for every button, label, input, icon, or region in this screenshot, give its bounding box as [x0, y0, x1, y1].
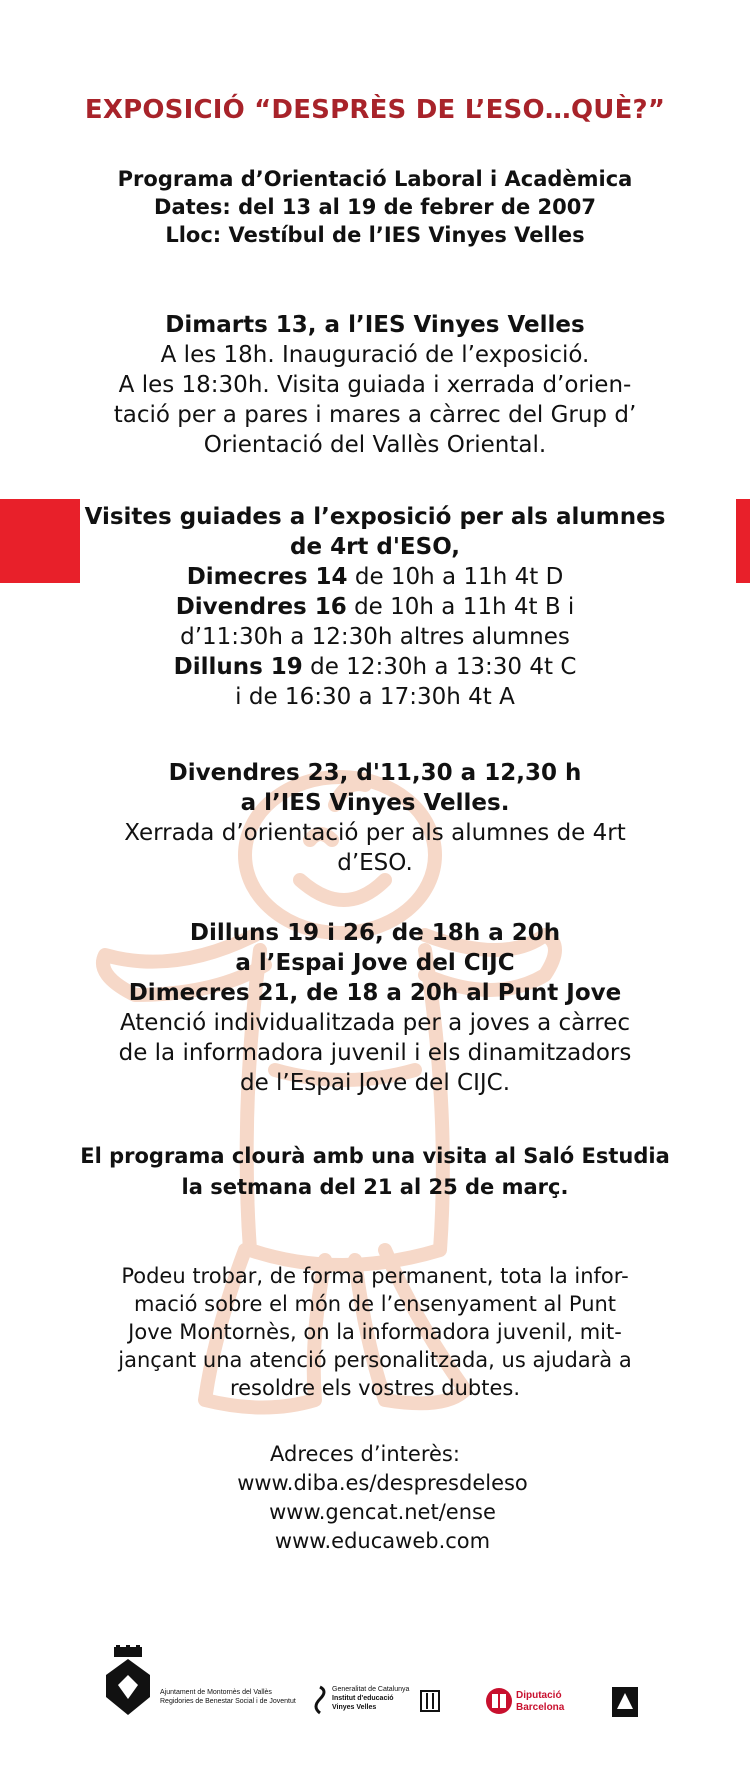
link-educaweb[interactable]: www.educaweb.com — [274, 1529, 491, 1553]
schedule-line — [40, 592, 710, 622]
logo-line: Generalitat de Catalunya — [332, 1686, 410, 1693]
program-dates: Dates: del 13 al 19 de febrer de 2007 — [154, 195, 596, 219]
logo-line: Diputació — [516, 1690, 562, 1701]
paragraph-line: Jove Montornès, on la informadora juvenil, mit- — [128, 1320, 622, 1344]
paragraph-line: resoldre els vostres dubtes. — [229, 1376, 521, 1400]
logo-line: Barcelona — [516, 1702, 565, 1713]
section-line: A les 18h. Inauguració de l’exposició. — [160, 342, 590, 368]
logo-line: Institut d'educació — [332, 1695, 394, 1702]
closing-note: la setmana del 21 al 25 de març. — [181, 1175, 569, 1199]
section-heading: Divendres 23, d'11,30 a 12,30 h — [168, 760, 582, 786]
school-mark-icon — [420, 1690, 440, 1712]
schedule-line: i de 16:30 a 17:30h 4t A — [235, 684, 515, 710]
paragraph-line: jançant una atenció personalitzada, us ajudarà a — [118, 1348, 632, 1372]
section-line: Orientació del Vallès Oriental. — [203, 432, 547, 458]
section-line: de la informadora juvenil i els dinamitzadors — [118, 1040, 632, 1066]
consell-logo-icon — [612, 1687, 638, 1717]
time-text: de 10h a 11h 4t D — [347, 564, 564, 590]
paragraph-line: Podeu trobar, de forma permanent, tota la infor- — [121, 1264, 629, 1288]
program-name: Programa d’Orientació Laboral i Acadèmica — [117, 167, 633, 191]
section-heading: Dimarts 13, a l’IES Vinyes Velles — [165, 312, 585, 338]
ajuntament-logo-text — [160, 1688, 296, 1706]
section-line: Atenció individualitzada per a joves a càrrec — [119, 1010, 631, 1036]
day-label: Dimecres 14 — [186, 564, 348, 590]
day-label: Divendres 16 — [175, 594, 347, 620]
section-heading: Dimecres 21, de 18 a 20h al Punt Jove — [128, 980, 622, 1006]
logo-line: Ajuntament de Montornès del Vallès — [160, 1689, 272, 1696]
section-espai-jove — [40, 918, 710, 1098]
link-diba[interactable]: www.diba.es/despresdeleso — [237, 1471, 528, 1495]
schedule-line — [40, 652, 710, 682]
section-line: d’ESO. — [337, 850, 413, 876]
section-line: A les 18:30h. Visita guiada i xerrada d’orien- — [118, 372, 632, 398]
section-heading: Dilluns 19 i 26, de 18h a 20h — [189, 920, 561, 946]
info-paragraph — [40, 1262, 710, 1402]
time-text: de 12:30h a 13:30 4t C — [302, 654, 577, 680]
time-text: de 10h a 11h 4t B i — [346, 594, 575, 620]
section-heading: Visites guiades a l’exposició per als alumnes — [84, 504, 666, 530]
day-label: Dilluns 19 — [173, 654, 303, 680]
ajuntament-crest-icon — [100, 1645, 156, 1717]
page-title: EXPOSICIÓ “DESPRÈS DE L’ESO…QUÈ?” — [84, 95, 666, 125]
section-line: de l’Espai Jove del CIJC. — [239, 1070, 511, 1096]
section-heading: de 4rt d'ESO, — [290, 534, 460, 560]
diputacio-logo-icon — [485, 1687, 513, 1715]
section-line: Xerrada d’orientació per als alumnes de 4rt — [124, 820, 626, 846]
links-block — [0, 1440, 750, 1556]
section-line: tació per a pares i mares a càrrec del Grup d’ — [113, 402, 637, 428]
section-guided-visits — [40, 502, 710, 712]
closing-note: El programa clourà amb una visita al Saló Estudia — [80, 1144, 670, 1168]
links-heading: Adreces d’interès: — [270, 1442, 460, 1466]
diputacio-logo-text — [516, 1690, 564, 1714]
section-heading: a l’IES Vinyes Velles. — [240, 790, 510, 816]
sponsor-logos — [0, 1640, 750, 1750]
section-heading: a l’Espai Jove del CIJC — [235, 950, 515, 976]
section-friday — [40, 758, 710, 878]
schedule-line: d’11:30h a 12:30h altres alumnes — [180, 624, 570, 650]
generalitat-logo-text — [332, 1685, 409, 1712]
paragraph-line: mació sobre el món de l’ensenyament al Punt — [133, 1292, 617, 1316]
link-gencat[interactable]: www.gencat.net/ense — [269, 1500, 496, 1524]
section-tuesday — [40, 310, 710, 460]
logo-line: Vinyes Velles — [332, 1704, 377, 1711]
program-location: Lloc: Vestíbul de l’IES Vinyes Velles — [165, 223, 585, 247]
logo-line: Regidories de Benestar Social i de Joventut — [160, 1698, 296, 1705]
schedule-line — [40, 562, 710, 592]
generalitat-logo-icon — [310, 1685, 330, 1715]
red-side-tab-right — [736, 499, 750, 583]
